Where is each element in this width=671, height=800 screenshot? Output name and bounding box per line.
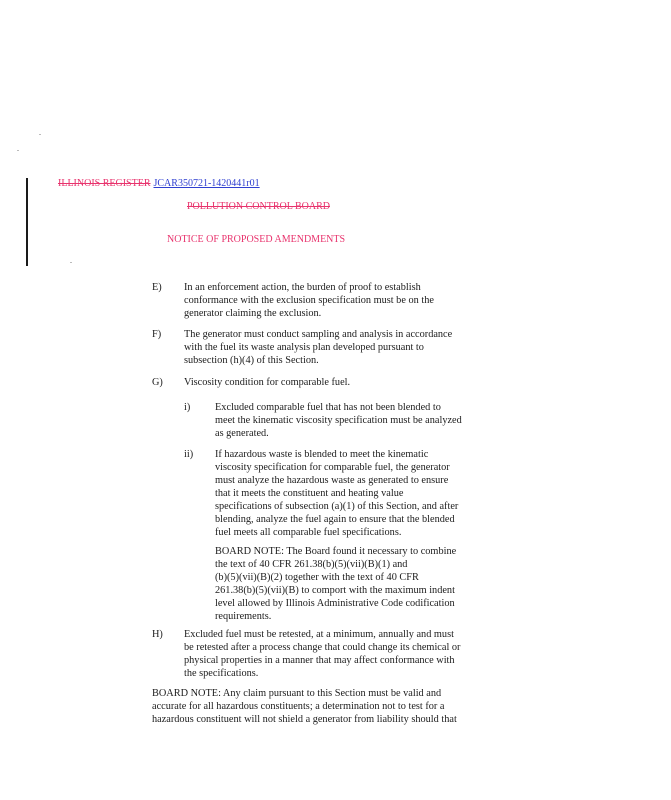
board-title: POLLUTION CONTROL BOARD [187,201,330,212]
item-g-label: G) [152,377,163,388]
text-line: Viscosity condition for comparable fuel. [184,377,351,388]
item-g-i-label: i) [184,402,191,413]
text-line: If hazardous waste is blended to meet the kinematic [215,449,429,460]
page-margin-bar [26,178,28,266]
text-line: Excluded comparable fuel that has not been blended to [215,402,441,413]
text-line: The generator must conduct sampling and analysis in accordance [184,329,453,340]
text-line: be retested after a process change that could change its chemical or [184,642,461,653]
scan-speck [70,262,72,263]
text-line: the text of 40 CFR 261.38(b)(5)(vii)(B)(1) and [215,559,408,570]
text-line: as generated. [215,428,269,439]
text-line: conformance with the exclusion specification must be on the [184,295,434,306]
scan-speck [17,150,19,151]
text-line: fuel meets all comparable fuel specifications. [215,527,402,538]
text-line: must analyze the hazardous waste as generated to ensure [215,475,449,486]
text-line: Excluded fuel must be retested, at a minimum, annually and must [184,629,454,640]
text-line: requirements. [215,611,272,622]
text-line: BOARD NOTE: Any claim pursuant to this Section must be valid and [152,688,442,699]
text-line: hazardous constituent will not shield a generator from liability should that [152,714,457,725]
board-note-closing [152,687,457,726]
text-line: with the fuel its waste analysis plan developed pursuant to [184,342,424,353]
notice-title: NOTICE OF PROPOSED AMENDMENTS [167,234,346,245]
item-e-label: E) [152,282,162,293]
text-line: 261.38(b)(5)(vii)(B) to comport with the maximum indent [215,585,455,596]
item-g-ii-label: ii) [184,449,194,460]
register-header [58,178,260,189]
item-g-i-text [215,401,462,440]
text-line: viscosity specification for comparable fuel, the generator [215,462,450,473]
text-line: specifications of subsection (a)(1) of this Section, and after [215,501,459,512]
text-line: (b)(5)(vii)(B)(2) together with the text of 40 CFR [215,572,419,583]
item-g-text [184,376,350,389]
text-line: subsection (h)(4) of this Section. [184,355,319,366]
item-f-text [184,328,452,367]
board-note-g [215,545,456,623]
text-line: generator claiming the exclusion. [184,308,322,319]
item-h-text [184,628,460,680]
text-line: the specifications. [184,668,259,679]
text-line: that it meets the constituent and heating value [215,488,404,499]
text-line: BOARD NOTE: The Board found it necessary to combine [215,546,457,557]
text-line: In an enforcement action, the burden of proof to establish [184,282,421,293]
item-f-label: F) [152,329,162,340]
scan-speck [39,134,41,135]
text-line: meet the kinematic viscosity specification must be analyzed [215,415,462,426]
text-line: physical properties in a manner that may affect conformance with [184,655,455,666]
text-line: blending, analyze the fuel again to ensure that the blended [215,514,455,525]
register-title: ILLINOIS REGISTER [58,178,151,189]
item-g-ii-text [215,448,458,539]
item-e-text [184,281,434,320]
item-h-label: H) [152,629,163,640]
text-line: accurate for all hazardous constituents; a determination not to test for a [152,701,445,712]
document-id-link[interactable]: JCAR350721-1420441r01 [153,178,260,189]
text-line: level allowed by Illinois Administrative Code codification [215,598,455,609]
